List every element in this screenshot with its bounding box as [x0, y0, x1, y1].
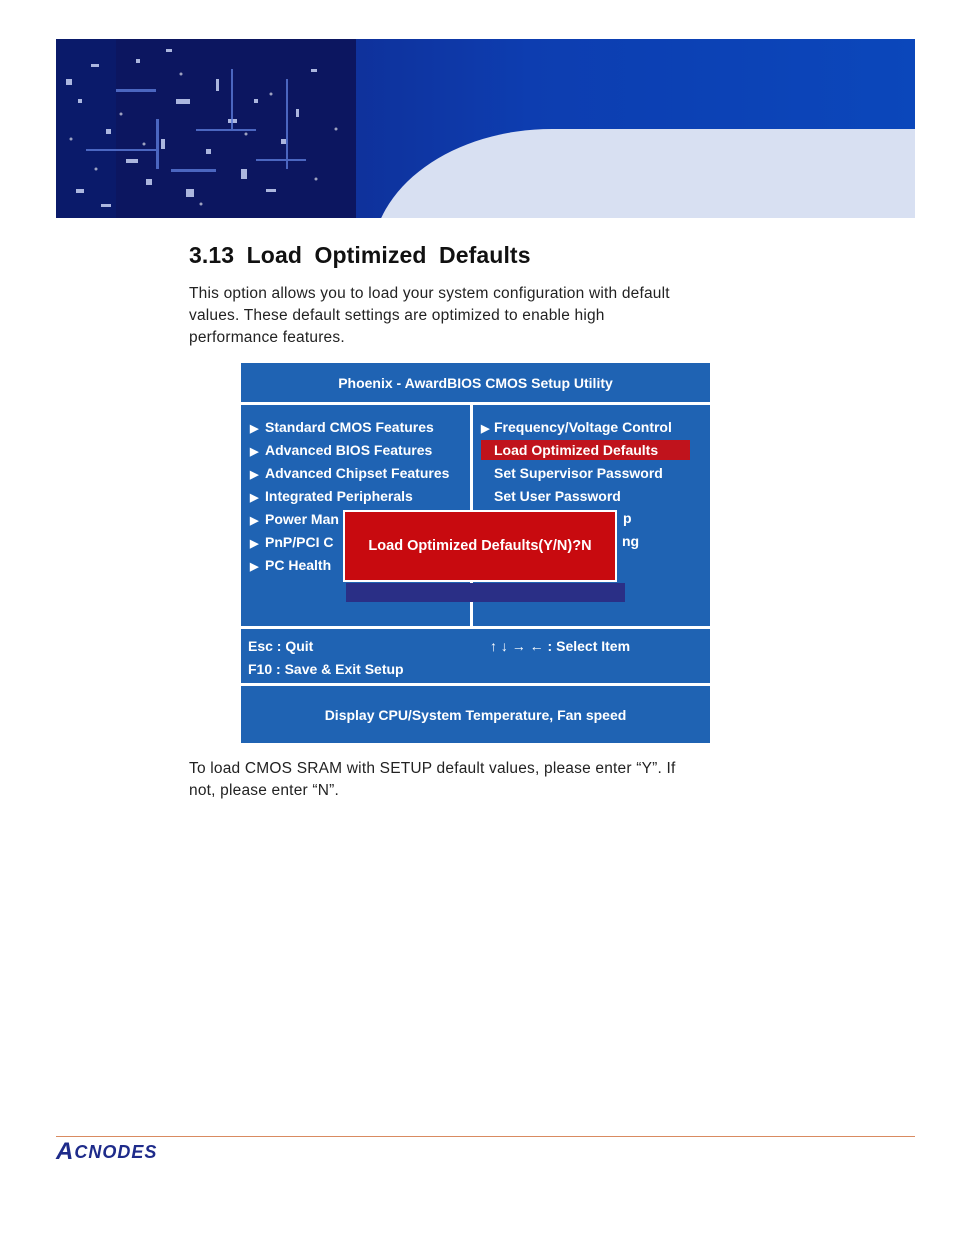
- menu-item-label: Frequency/Voltage Control: [494, 419, 672, 435]
- banner-curve: [372, 129, 915, 218]
- arrow-right-icon: ▶: [250, 446, 259, 458]
- menu-item-standard-cmos[interactable]: [250, 417, 434, 437]
- menu-item-set-user-password[interactable]: [494, 486, 621, 506]
- outro-line: To load CMOS SRAM with SETUP default values, please enter “Y”. If: [189, 760, 676, 777]
- logo-rest: CNODES: [74, 1141, 158, 1162]
- menu-item-fragment: ng: [622, 533, 640, 549]
- menu-item-integrated-peripherals[interactable]: [250, 486, 413, 506]
- menu-item-label: PnP/PCI C: [265, 534, 334, 550]
- menu-item-pnp-pci[interactable]: [250, 532, 333, 552]
- outro-line: not, please enter “N”.: [189, 782, 340, 799]
- menu-item-advanced-chipset[interactable]: [250, 463, 449, 483]
- header-banner: [56, 39, 915, 218]
- menu-item-label: Standard CMOS Features: [265, 419, 434, 435]
- menu-item-frequency-voltage[interactable]: [481, 417, 672, 437]
- arrow-right-icon: ▶: [481, 423, 490, 435]
- menu-item-label: PC Health: [265, 557, 332, 573]
- menu-item-label: Advanced BIOS Features: [265, 442, 433, 458]
- intro-line: This option allows you to load your system configuration with default: [189, 285, 670, 302]
- menu-item-label: Set Supervisor Password: [494, 465, 663, 481]
- menu-item-label: Advanced Chipset Features: [265, 465, 450, 481]
- key-hint-select-item: ↑ ↓ → ← : Select Item: [490, 638, 631, 654]
- menu-item-power-management[interactable]: [250, 509, 339, 529]
- menu-item-fragment: p: [623, 510, 632, 526]
- arrow-right-icon: ▶: [250, 469, 259, 481]
- menu-item-label: Integrated Peripherals: [265, 488, 413, 504]
- dialog-prompt: Load Optimized Defaults(Y/N)?N: [368, 538, 592, 554]
- bios-help-bar: [241, 686, 710, 743]
- bios-setup-screen: [239, 362, 712, 745]
- bios-help-text: Display CPU/System Temperature, Fan speed: [324, 706, 627, 723]
- arrow-right-icon: ▶: [250, 538, 259, 550]
- arrow-right-icon: ▶: [250, 515, 259, 527]
- intro-line: performance features.: [189, 329, 345, 346]
- key-hint-save-exit: F10 : Save & Exit Setup: [248, 661, 404, 677]
- circuit-board-image: [56, 39, 356, 218]
- arrow-right-icon: ▶: [250, 492, 259, 504]
- bios-title: Phoenix - AwardBIOS CMOS Setup Utility: [338, 374, 613, 391]
- menu-item-label: Set User Password: [494, 488, 621, 504]
- menu-item-label: Power Man: [265, 511, 339, 527]
- acnodes-logo: [56, 1136, 216, 1168]
- menu-item-label: Load Optimized Defaults: [494, 442, 659, 458]
- intro-line: values. These default settings are optimized to enable high: [189, 307, 605, 324]
- dialog-shadow: [346, 583, 625, 602]
- bios-keys-bar: [241, 629, 710, 683]
- menu-item-load-optimized-defaults[interactable]: [481, 440, 690, 460]
- key-hint-quit: Esc : Quit: [248, 638, 314, 654]
- menu-item-set-supervisor-password[interactable]: [494, 463, 663, 483]
- arrow-right-icon: ▶: [250, 561, 259, 573]
- menu-item-pc-health[interactable]: [250, 555, 331, 575]
- intro-paragraph: [189, 283, 754, 349]
- bios-title-bar: [241, 363, 710, 402]
- arrow-right-icon: ▶: [250, 423, 259, 435]
- section-title: 3.13 Load Optimized Defaults: [189, 242, 531, 268]
- logo-initial: A: [56, 1138, 75, 1165]
- confirm-dialog[interactable]: [343, 510, 617, 582]
- menu-item-advanced-bios[interactable]: [250, 440, 432, 460]
- outro-paragraph: [189, 758, 754, 802]
